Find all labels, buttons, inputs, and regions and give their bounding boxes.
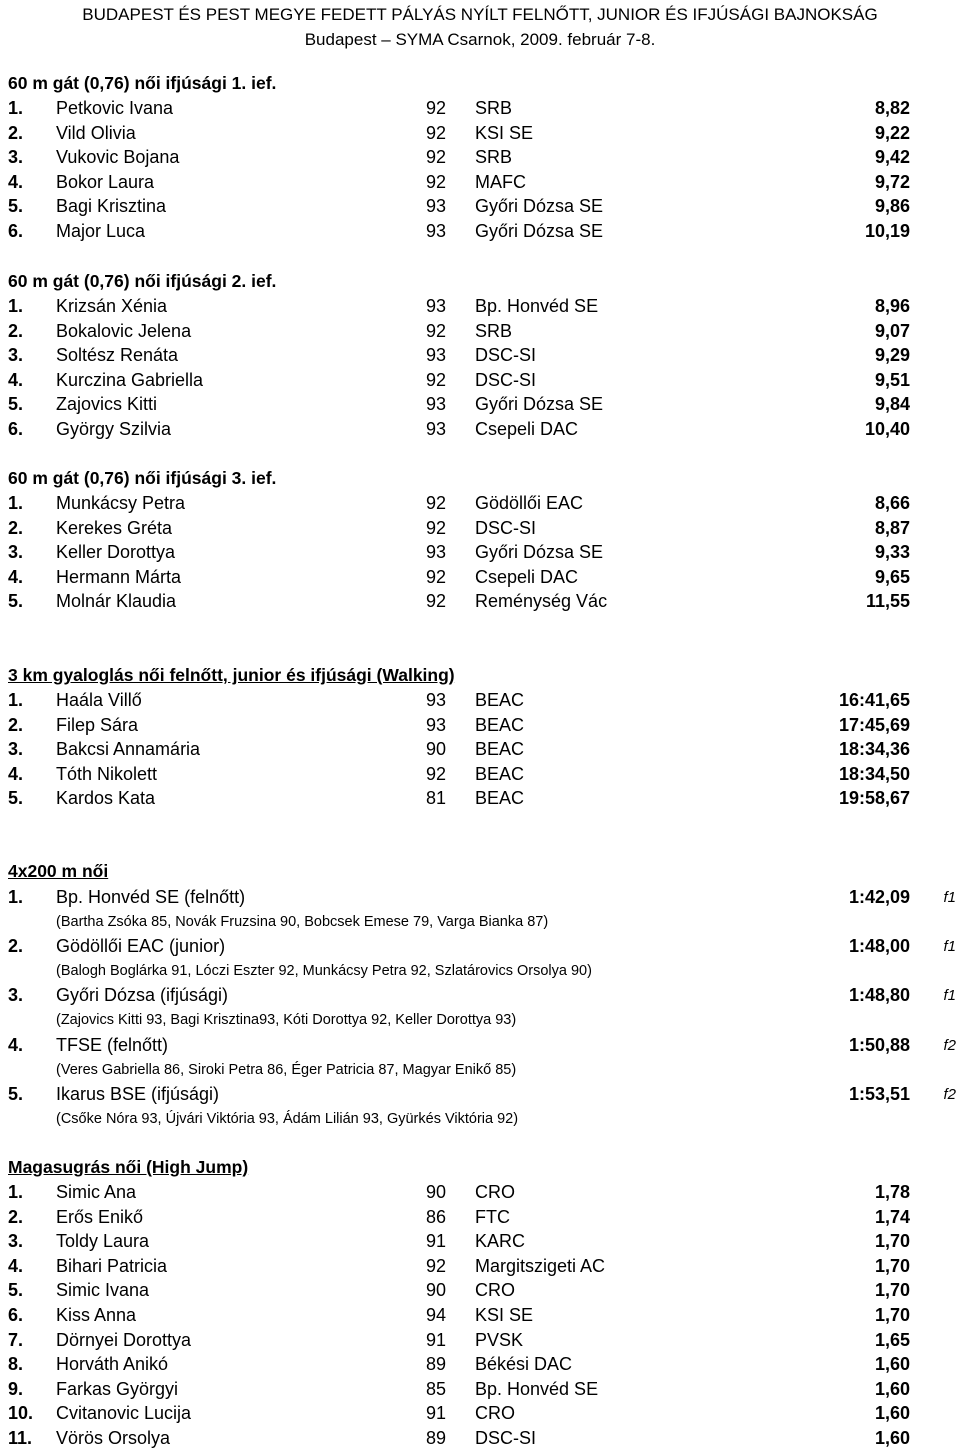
result-row — [0, 1180, 960, 1205]
birth-year: 86 — [426, 1206, 447, 1227]
club: Csepeli DAC — [475, 419, 579, 439]
place: 8. — [8, 1354, 24, 1375]
result-row — [0, 1401, 960, 1426]
athlete-name: Vukovic Bojana — [56, 147, 180, 168]
athlete-name: Molnár Klaudia — [56, 591, 177, 612]
place: 2. — [8, 936, 24, 957]
result: 10,40 — [864, 419, 910, 439]
result: 1,78 — [874, 1182, 910, 1202]
athlete-name: Cvitanovic Lucija — [56, 1403, 192, 1424]
athlete-name: Filep Sára — [56, 714, 139, 735]
athlete-name: Bihari Patricia — [56, 1255, 168, 1276]
relay-row — [0, 934, 960, 959]
birth-year: 92 — [426, 98, 447, 118]
place: 5. — [8, 1280, 24, 1301]
athlete-name: Erős Enikő — [56, 1206, 144, 1227]
result: 1,70 — [874, 1280, 910, 1301]
athlete-name: Simic Ana — [56, 1182, 137, 1202]
place: 5. — [8, 394, 24, 415]
birth-year: 91 — [426, 1329, 447, 1350]
result: 8,82 — [874, 98, 910, 118]
athlete-name: Bakcsi Annamária — [56, 739, 201, 760]
birth-year: 90 — [426, 1280, 447, 1301]
club: KARC — [475, 1231, 526, 1252]
athlete-name: Vörös Orsolya — [56, 1428, 171, 1448]
athlete-name: Bokalovic Jelena — [56, 320, 192, 341]
result: 19:58,67 — [838, 788, 910, 809]
club: DSC-SI — [475, 369, 537, 390]
club: Reménység Vác — [475, 591, 608, 612]
heat-note: f2 — [943, 1036, 956, 1054]
result-row — [0, 491, 960, 516]
place: 5. — [8, 788, 24, 809]
athlete-name: Toldy Laura — [56, 1231, 150, 1252]
place: 2. — [8, 517, 24, 538]
relay-members: (Bartha Zsóka 85, Novák Fruzsina 90, Bobcsek Emese 79, Varga Bianka 87) — [56, 914, 549, 930]
result-row — [0, 343, 960, 368]
result: 10,19 — [864, 221, 910, 241]
place: 3. — [8, 542, 24, 563]
birth-year: 90 — [426, 739, 447, 760]
birth-year: 92 — [426, 147, 447, 168]
club: Győri Dózsa SE — [475, 196, 604, 217]
birth-year: 92 — [426, 1255, 447, 1276]
athlete-name: György Szilvia — [56, 419, 172, 439]
result: 9,72 — [874, 171, 910, 192]
birth-year: 93 — [426, 196, 447, 217]
relay-team: Ikarus BSE (ifjúsági) — [56, 1083, 220, 1104]
relay-members: (Balogh Boglárka 91, Lóczi Eszter 92, Munkácsy Petra 92, Szlatárovics Orsolya 90) — [56, 963, 592, 980]
result-row — [0, 417, 960, 442]
place: 7. — [8, 1329, 24, 1350]
result: 1,70 — [874, 1231, 910, 1252]
result-row — [0, 194, 960, 219]
result: 9,07 — [874, 320, 910, 341]
heat-note: f1 — [943, 987, 956, 1005]
club: FTC — [475, 1206, 510, 1227]
club: DSC-SI — [475, 1428, 537, 1448]
document-title: BUDAPEST ÉS PEST MEGYE FEDETT PÁLYÁS NYÍLT FELNŐTT, JUNIOR ÉS IFJÚSÁGI BAJNOKSÁG — [82, 5, 878, 24]
place: 1. — [8, 98, 24, 118]
place: 3. — [8, 985, 24, 1006]
athlete-name: Simic Ivana — [56, 1280, 150, 1301]
place: 4. — [8, 171, 24, 192]
result: 1,70 — [874, 1255, 910, 1276]
club: BEAC — [475, 714, 525, 735]
result: 9,84 — [874, 394, 910, 415]
place: 4. — [8, 369, 24, 390]
place: 3. — [8, 147, 24, 168]
result: 9,86 — [874, 196, 910, 217]
relay-members: (Zajovics Kitti 93, Bagi Krisztina93, Kóti Dorottya 92, Keller Dorottya 93) — [56, 1012, 517, 1029]
result-row — [0, 786, 960, 811]
birth-year: 92 — [426, 517, 447, 538]
result: 17:45,69 — [838, 714, 910, 735]
place: 11. — [8, 1428, 33, 1448]
place: 1. — [8, 493, 24, 513]
club: Békési DAC — [475, 1354, 573, 1375]
result: 16:41,65 — [838, 690, 910, 710]
club: BEAC — [475, 763, 525, 784]
club: KSI SE — [475, 122, 534, 143]
heat-note: f1 — [943, 938, 956, 956]
place: 2. — [8, 122, 24, 143]
walking-3km-title: 3 km gyaloglás női felnőtt, junior és ifjúsági (Walking) — [8, 665, 455, 685]
result-row — [0, 1278, 960, 1303]
birth-year: 93 — [426, 419, 447, 439]
athlete-name: Bokor Laura — [56, 171, 155, 192]
result: 9,42 — [874, 147, 910, 168]
club: BEAC — [475, 788, 525, 809]
birth-year: 92 — [426, 566, 447, 587]
relay-row — [0, 983, 960, 1008]
birth-year: 89 — [426, 1354, 447, 1375]
place: 6. — [8, 221, 24, 241]
athlete-name: Haála Villő — [56, 690, 142, 710]
athlete-name: Dörnyei Dorottya — [56, 1329, 192, 1350]
result: 1,60 — [874, 1428, 910, 1448]
birth-year: 92 — [426, 369, 447, 390]
result-row — [0, 1229, 960, 1254]
birth-year: 93 — [426, 714, 447, 735]
club: CRO — [475, 1280, 515, 1301]
place: 5. — [8, 196, 24, 217]
athlete-name: Kiss Anna — [56, 1305, 137, 1325]
place: 2. — [8, 320, 24, 341]
club: Csepeli DAC — [475, 566, 579, 587]
birth-year: 92 — [426, 122, 447, 143]
result: 9,33 — [874, 542, 910, 563]
athlete-name: Munkácsy Petra — [56, 493, 186, 513]
birth-year: 93 — [426, 345, 447, 366]
birth-year: 92 — [426, 591, 447, 612]
athlete-name: Hermann Márta — [56, 566, 182, 587]
athlete-name: Farkas Györgyi — [56, 1378, 179, 1399]
result-row — [0, 1377, 960, 1402]
place: 5. — [8, 591, 24, 612]
place: 4. — [8, 566, 24, 587]
club: PVSK — [475, 1329, 524, 1350]
result: 9,22 — [874, 122, 910, 143]
place: 10. — [8, 1403, 34, 1424]
result: 1:53,51 — [848, 1083, 910, 1104]
place: 6. — [8, 419, 24, 439]
result: 1,60 — [874, 1354, 910, 1375]
result: 8,96 — [874, 296, 910, 316]
place: 1. — [8, 690, 24, 710]
club: SRB — [475, 147, 513, 168]
result-row — [0, 688, 960, 713]
result-row — [0, 392, 960, 417]
hurdles-heat-3-title: 60 m gát (0,76) női ifjúsági 3. ief. — [8, 468, 277, 488]
result-row — [0, 96, 960, 121]
result-row — [0, 737, 960, 762]
birth-year: 92 — [426, 763, 447, 784]
result-row — [0, 762, 960, 787]
place: 2. — [8, 714, 24, 735]
result-row — [0, 589, 960, 614]
club: MAFC — [475, 171, 526, 192]
club: BEAC — [475, 690, 525, 710]
birth-year: 89 — [426, 1428, 447, 1448]
place: 5. — [8, 1083, 24, 1104]
relay-team: Győri Dózsa (ifjúsági) — [56, 985, 229, 1006]
result-row — [0, 319, 960, 344]
result: 1:42,09 — [848, 887, 910, 907]
result: 1,70 — [874, 1305, 910, 1325]
birth-year: 92 — [426, 320, 447, 341]
result: 1:50,88 — [848, 1034, 910, 1055]
birth-year: 91 — [426, 1403, 447, 1424]
birth-year: 93 — [426, 690, 447, 710]
result: 1:48,80 — [848, 985, 910, 1006]
birth-year: 92 — [426, 493, 447, 513]
result-row — [0, 1303, 960, 1328]
result: 9,29 — [874, 345, 910, 366]
athlete-name: Major Luca — [56, 221, 146, 241]
result-row — [0, 540, 960, 565]
club: BEAC — [475, 739, 525, 760]
club: CRO — [475, 1403, 515, 1424]
result-row — [0, 1352, 960, 1377]
relay-team: Bp. Honvéd SE (felnőtt) — [56, 887, 246, 907]
birth-year: 85 — [426, 1378, 447, 1399]
athlete-name: Horváth Anikó — [56, 1354, 169, 1375]
club: Margitszigeti AC — [475, 1255, 606, 1276]
result-row — [0, 713, 960, 738]
club: Győri Dózsa SE — [475, 221, 604, 241]
result: 8,87 — [874, 517, 910, 538]
place: 3. — [8, 739, 24, 760]
place: 9. — [8, 1378, 24, 1399]
place: 4. — [8, 1034, 24, 1055]
club: Győri Dózsa SE — [475, 542, 604, 563]
athlete-name: Tóth Nikolett — [56, 763, 158, 784]
birth-year: 93 — [426, 221, 447, 241]
result-row — [0, 121, 960, 146]
result-row — [0, 219, 960, 244]
place: 1. — [8, 887, 24, 907]
club: DSC-SI — [475, 345, 537, 366]
relay-row — [0, 885, 960, 910]
result: 9,51 — [874, 369, 910, 390]
result-row — [0, 1426, 960, 1451]
result-row — [0, 294, 960, 319]
athlete-name: Kurczina Gabriella — [56, 369, 204, 390]
relay-team: TFSE (felnőtt) — [56, 1034, 169, 1055]
result: 1,65 — [874, 1329, 910, 1350]
result-row — [0, 565, 960, 590]
club: SRB — [475, 320, 513, 341]
result-row — [0, 1254, 960, 1279]
place: 1. — [8, 296, 24, 316]
result: 1,60 — [874, 1378, 910, 1399]
relay-row — [0, 1082, 960, 1107]
place: 6. — [8, 1305, 24, 1325]
birth-year: 93 — [426, 296, 447, 316]
club: Bp. Honvéd SE — [475, 296, 599, 316]
relay-members: (Csőke Nóra 93, Újvári Viktória 93, Ádám Lilián 93, Gyürkés Viktória 92) — [56, 1110, 519, 1127]
relay-team: Gödöllői EAC (junior) — [56, 936, 226, 957]
relay-4x200-title: 4x200 m női — [8, 861, 109, 881]
birth-year: 93 — [426, 542, 447, 563]
birth-year: 94 — [426, 1305, 447, 1325]
result: 18:34,50 — [838, 763, 910, 784]
relay-row — [0, 1033, 960, 1058]
athlete-name: Keller Dorottya — [56, 542, 176, 563]
result: 9,65 — [874, 566, 910, 587]
high-jump-title: Magasugrás női (High Jump) — [8, 1157, 249, 1177]
club: CRO — [475, 1182, 515, 1202]
result-row — [0, 1328, 960, 1353]
birth-year: 92 — [426, 171, 447, 192]
athlete-name: Soltész Renáta — [56, 345, 179, 366]
birth-year: 81 — [426, 788, 447, 809]
birth-year: 91 — [426, 1231, 447, 1252]
place: 1. — [8, 1182, 24, 1202]
club: SRB — [475, 98, 513, 118]
athlete-name: Bagi Krisztina — [56, 196, 167, 217]
club: Gödöllői EAC — [475, 493, 584, 513]
hurdles-heat-1-title: 60 m gát (0,76) női ifjúsági 1. ief. — [8, 73, 277, 93]
athlete-name: Kerekes Gréta — [56, 517, 173, 538]
birth-year: 93 — [426, 394, 447, 415]
result: 11,55 — [865, 591, 910, 612]
heat-note: f2 — [943, 1085, 956, 1103]
athlete-name: Zajovics Kitti — [56, 394, 158, 415]
club: Győri Dózsa SE — [475, 394, 604, 415]
heat-note: f1 — [943, 889, 956, 906]
birth-year: 90 — [426, 1182, 447, 1202]
result: 8,66 — [874, 493, 910, 513]
result-row — [0, 516, 960, 541]
result-row — [0, 170, 960, 195]
place: 4. — [8, 763, 24, 784]
result-row — [0, 1205, 960, 1230]
place: 2. — [8, 1206, 24, 1227]
club: DSC-SI — [475, 517, 537, 538]
result-row — [0, 145, 960, 170]
result: 1,74 — [874, 1206, 910, 1227]
athlete-name: Kardos Kata — [56, 788, 156, 809]
relay-members: (Veres Gabriella 86, Siroki Petra 86, Éger Patricia 87, Magyar Enikő 85) — [56, 1061, 517, 1078]
place: 3. — [8, 1231, 24, 1252]
athlete-name: Krizsán Xénia — [56, 296, 168, 316]
place: 4. — [8, 1255, 24, 1276]
athlete-name: Vild Olivia — [56, 122, 136, 143]
result: 18:34,36 — [838, 739, 910, 760]
place: 3. — [8, 345, 24, 366]
result-row — [0, 368, 960, 393]
club: KSI SE — [475, 1305, 534, 1325]
result: 1,60 — [874, 1403, 910, 1424]
athlete-name: Petkovic Ivana — [56, 98, 174, 118]
hurdles-heat-2-title: 60 m gát (0,76) női ifjúsági 2. ief. — [8, 271, 277, 291]
club: Bp. Honvéd SE — [475, 1378, 599, 1399]
result: 1:48,00 — [848, 936, 910, 957]
document-subtitle: Budapest – SYMA Csarnok, 2009. február 7-8. — [304, 30, 656, 49]
